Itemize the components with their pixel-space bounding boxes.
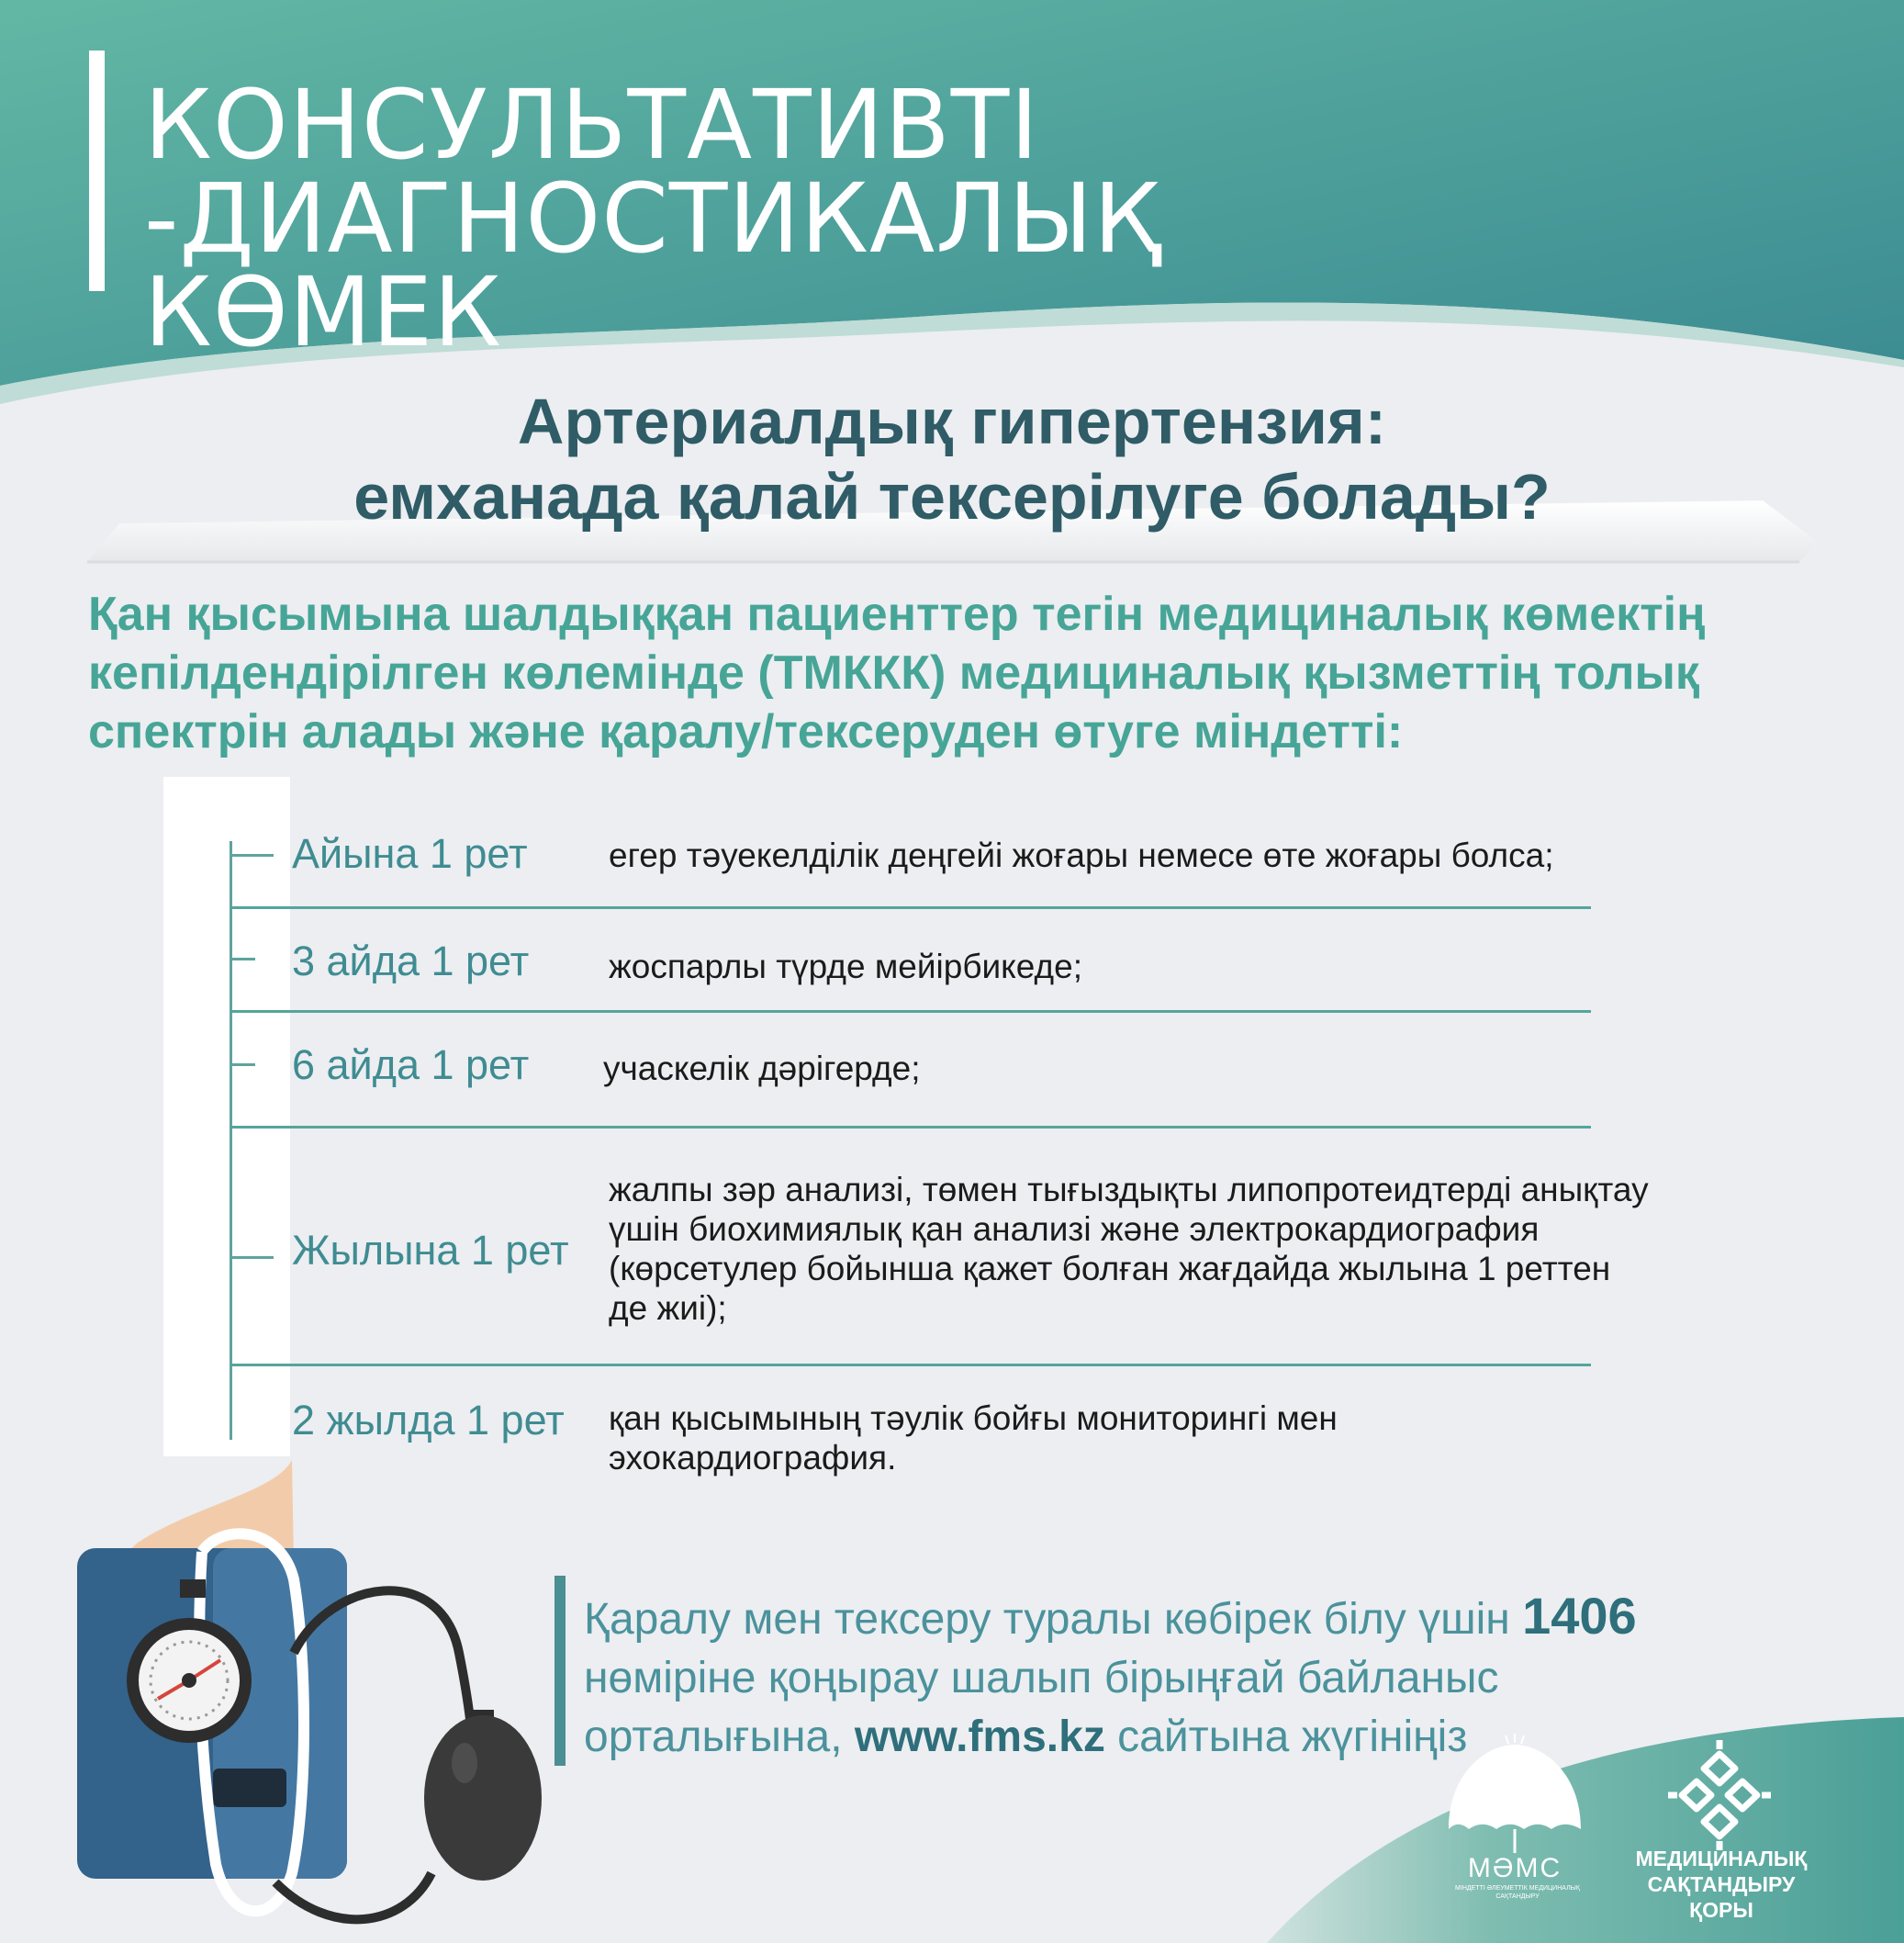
row-separator [230, 906, 1591, 909]
hotline-number: 1406 [1522, 1587, 1637, 1645]
mams-logo-subtitle: МІНДЕТТІ ӘЛЕУМЕТТІК МЕДИЦИНАЛЫҚ САҚТАНДЫРУ [1455, 1885, 1580, 1900]
timeline-tick [230, 958, 255, 960]
page-title-line1: КОНСУЛЬТАТИВТІ -ДИАГНОСТИКАЛЫҚ [144, 69, 1162, 275]
mams-logo-text: МӘМС [1467, 1853, 1562, 1883]
fund-logo-line: МЕДИЦИНАЛЫҚ [1635, 1847, 1808, 1870]
subtitle-line2: емханада қалай тексерілуге болады? [353, 461, 1551, 533]
fund-logo-text [1611, 1846, 1831, 1923]
fund-logo-line: ҚОРЫ [1689, 1898, 1753, 1922]
schedule-description: егер тәуекелділік деңгейі жоғары немесе өте жоғары болса; [609, 837, 1554, 874]
schedule-frequency: 6 айда 1 рет [292, 1041, 530, 1088]
bulb [424, 1715, 542, 1881]
schedule-description: учаскелік дәрігерде; [603, 1050, 921, 1087]
timeline-tick [230, 854, 274, 857]
subtitle-line1: Артериалдық гипертензия: [517, 386, 1387, 457]
schedule-frequency: Айына 1 рет [292, 830, 528, 877]
schedule-description: қан қысымының тәулік бойғы мониторингі мен эхокардиография. [609, 1399, 1338, 1477]
cuff-clip [213, 1769, 286, 1807]
arm-sleeve [163, 777, 290, 1456]
fund-logo-line: САҚТАНДЫРУ [1647, 1872, 1796, 1896]
contact-accent-bar [554, 1576, 566, 1766]
schedule-frequency: 2 жылда 1 рет [292, 1397, 565, 1443]
title-accent-bar [89, 51, 105, 291]
contact-text: нөміріне қоңырау шалып бірыңғай байланыс орталығына, [584, 1654, 1499, 1761]
contact-text: сайтына жүгініңіз [1104, 1713, 1468, 1761]
page-title-line2: КӨМЕК [144, 256, 502, 368]
intro-paragraph: Қан қысымына шалдыққан пациенттер тегін медициналық көмектің кепілдендірілген көлемінде (ТМККК) медициналық қызметтің толық спектрін алады және қаралу/тексеруден өтуге міндетті: [88, 588, 1706, 758]
row-separator [230, 1126, 1591, 1129]
timeline-tick [230, 1063, 255, 1066]
subtitle [0, 384, 1904, 534]
row-separator [230, 1364, 1591, 1366]
schedule-description: жоспарлы түрде мейірбикеде; [609, 948, 1082, 985]
contact-info [584, 1587, 1686, 1767]
contact-text: Қаралу мен тексеру туралы көбірек білу үшін [584, 1595, 1523, 1644]
tonometer-illustration [77, 1460, 542, 1919]
page-title [144, 69, 1852, 368]
timeline-tick [230, 1256, 274, 1259]
row-separator [230, 1010, 1591, 1013]
schedule-description: жалпы зәр анализі, төмен тығыздықты липопротеидтерді анықтау үшін биохимиялық қан анализі және электрокардиография (көрсетулер бойынша қажет болған жағдайда жылына 1 реттен де жиі); [609, 1171, 1649, 1327]
schedule-frequency: Жылына 1 рет [292, 1227, 569, 1274]
timeline-line [230, 841, 232, 1440]
website-link[interactable]: www.fms.kz [854, 1713, 1105, 1761]
schedule-frequency: 3 айда 1 рет [292, 938, 530, 984]
